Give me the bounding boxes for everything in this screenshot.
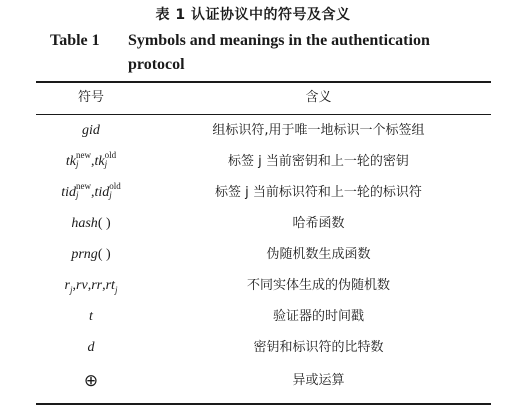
symbol-rv: rv xyxy=(76,278,88,293)
symbol-separator: , xyxy=(87,278,92,293)
meaning-cell: 验证器的时间戳 xyxy=(272,309,364,324)
symbol-rt: rt xyxy=(105,278,115,293)
symbol-tid: tid xyxy=(94,185,110,200)
superscript-new: new xyxy=(75,180,91,191)
table-row xyxy=(36,208,491,239)
symbol-separator: , xyxy=(90,185,95,200)
table-row xyxy=(36,177,491,208)
table-caption-title-line2: protocol xyxy=(128,56,185,73)
subscript-j: j xyxy=(70,284,73,295)
superscript-old: old xyxy=(109,180,121,191)
symbol-tk: tk xyxy=(94,154,105,169)
symbol-cell xyxy=(36,365,146,396)
table-row xyxy=(36,115,491,146)
subscript-j: j xyxy=(104,158,108,169)
column-header-symbol: 符号 xyxy=(77,90,104,105)
subscript-j: j xyxy=(109,189,112,200)
symbol-separator: , xyxy=(72,278,77,293)
symbol-prng: prng xyxy=(71,247,98,262)
symbol-cell: gid xyxy=(82,123,100,138)
symbol-cell xyxy=(36,270,146,301)
table-row xyxy=(36,365,491,396)
meaning-cell: 密钥和标识符的比特数 xyxy=(253,340,384,355)
symbol-tid-scripts xyxy=(76,182,91,200)
superscript-new: new xyxy=(75,149,91,160)
meaning-cell: 不同实体生成的伪随机数 xyxy=(246,278,390,293)
symbol-tk-scripts xyxy=(76,151,91,169)
meaning-cell: 组标识符,用于唯一地标识一个标签组 xyxy=(212,123,425,138)
meaning-cell: 伪随机数生成函数 xyxy=(266,247,371,262)
symbol-cell xyxy=(36,146,146,177)
table-caption-chinese: 表 1 认证协议中的符号及含义 xyxy=(155,7,351,23)
symbol-tk: tk xyxy=(65,154,76,169)
symbol-tid-scripts xyxy=(109,182,121,200)
symbol-cell xyxy=(36,239,146,270)
symbol-rr: rr xyxy=(91,278,103,293)
symbol-cell: d xyxy=(87,340,95,355)
table-row xyxy=(36,270,491,301)
meaning-cell: 标签 j 当前标识符和上一轮的标识符 xyxy=(215,185,422,200)
symbol-separator: , xyxy=(102,278,106,293)
table-caption-english xyxy=(50,29,480,77)
table-top-rule xyxy=(36,81,491,83)
symbol-cell xyxy=(36,177,146,208)
symbol-hash: hash xyxy=(71,216,98,231)
table-caption-label: Table 1 xyxy=(50,32,100,49)
meaning-cell: 哈希函数 xyxy=(292,216,345,231)
symbol-tk-scripts xyxy=(105,151,117,169)
symbol-cell: t xyxy=(89,309,93,324)
superscript-old: old xyxy=(104,149,117,160)
subscript-j: j xyxy=(114,284,118,295)
column-header-meaning: 含义 xyxy=(305,90,332,105)
xor-symbol-icon: ⊕ xyxy=(83,371,99,390)
table-row xyxy=(36,239,491,270)
subscript-j: j xyxy=(75,189,79,200)
table-row xyxy=(36,146,491,177)
symbol-parens: ( ) xyxy=(97,247,111,262)
symbol-tid: tid xyxy=(61,185,76,200)
meaning-cell: 标签 j 当前密钥和上一轮的密钥 xyxy=(228,154,409,169)
table-row xyxy=(36,301,491,332)
meaning-cell: 异或运算 xyxy=(292,373,345,388)
symbol-cell xyxy=(36,208,146,239)
subscript-j: j xyxy=(75,158,79,169)
symbol-separator: , xyxy=(90,154,95,169)
symbol-r: r xyxy=(64,278,70,293)
table-row xyxy=(36,332,491,363)
symbol-parens: ( ) xyxy=(97,216,111,231)
table-bottom-rule xyxy=(36,403,491,405)
table-caption-title-line1: Symbols and meanings in the authentication xyxy=(128,32,430,49)
